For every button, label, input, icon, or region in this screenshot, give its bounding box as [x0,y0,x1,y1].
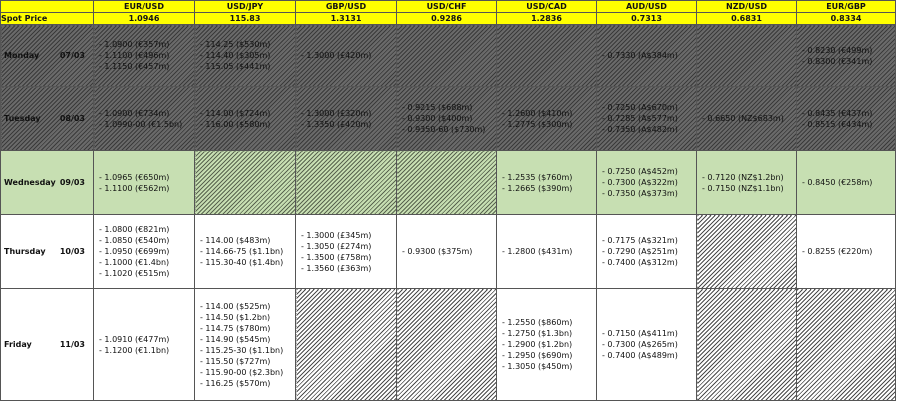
empty-hatched-cell [497,25,597,87]
spot-price-value: 1.2836 [497,13,597,25]
expiry-entry: - 0.7330 (A$384m) [602,51,678,60]
spot-price-value: 115.83 [195,13,296,25]
spot-price-label: Spot Price [1,13,94,25]
expiry-entry: - 1.0965 (€650m) [99,172,170,182]
expiry-entry: - 0.7175 (A$321m) [602,236,678,245]
expiry-entry: - 0.7250 (A$452m) [602,167,678,176]
expiry-entry: - 1.0910 (€477m) [99,334,170,344]
expiry-entry: - 0.8515 (€434m) [802,119,873,129]
expiry-entry: - 1.1100 (€496m) [99,51,170,60]
day-label-cell [1,151,94,215]
day-row-thursday [1,215,896,289]
expiry-entry: - 1.0800 (€821m) [99,225,170,234]
day-name: Friday [4,340,32,349]
expiry-cell [397,215,497,289]
expiry-entry: - 1.3000 (£420m) [301,51,372,60]
expiry-entry: - 0.9300 ($400m) [402,114,473,123]
expiry-cell [94,151,195,215]
expiry-cell [497,289,597,401]
expiry-entry: - 114.00 ($525m) [200,301,271,311]
expiry-entry: - 1.0900 (€734m) [99,108,170,118]
day-date: 07/03 [59,51,85,60]
expiry-entry: - 1.3050 ($450m) [502,362,573,371]
expiry-entry: - 1.1020 (€515m) [99,269,170,278]
expiry-cell [797,25,896,87]
expiry-entry: - 1.3050 (£274m) [301,241,372,251]
expiry-entry: - 0.7300 (A$265m) [602,340,678,349]
day-name: Wednesday [4,178,56,187]
day-row-wednesday [1,151,896,215]
expiry-entry: - 1.3560 (£363m) [301,263,372,273]
expiry-entry: - 1.2750 ($1.3bn) [502,329,573,338]
spot-price-value: 0.8334 [797,13,896,25]
spot-price-value: 0.9286 [397,13,497,25]
expiry-entry: - 1.2775 ($300m) [502,119,573,129]
expiry-cell [94,25,195,87]
empty-hatched-cell [195,151,296,215]
spot-price-row [1,13,896,25]
expiry-entry: - 0.9300 ($375m) [402,247,473,256]
expiry-cell [597,215,697,289]
expiry-entry: - 1.3500 (£758m) [301,252,372,262]
expiry-entry: - 1.2665 ($390m) [502,183,573,193]
expiry-entry: - 0.7400 (A$312m) [602,258,678,267]
expiry-cell [597,151,697,215]
expiry-entry: - 0.9215 ($688m) [402,103,473,112]
day-label-cell [1,87,94,151]
expiry-entry: - 0.7250 (A$670m) [602,103,678,112]
expiry-cell [497,87,597,151]
expiry-entry: - 1.1100 (€562m) [99,183,170,193]
corner-cell [1,1,94,13]
expiry-cell [94,289,195,401]
pair-header: GBP/USD [296,1,397,13]
expiry-entry: - 0.7290 (A$251m) [602,247,678,256]
day-date: 10/03 [59,247,85,256]
expiry-cell [296,215,397,289]
expiry-entry: - 115.05 ($441m) [200,62,271,71]
day-label-cell [1,215,94,289]
pair-header: USD/CAD [497,1,597,13]
expiry-entry: - 0.8255 (€220m) [802,247,873,256]
expiry-cell [697,151,797,215]
empty-hatched-cell [697,25,797,87]
expiry-entry: - 114.40 ($305m) [200,51,271,60]
day-name: Thursday [4,247,46,256]
expiry-entry: - 1.3000 (£345m) [301,230,372,240]
empty-hatched-cell [296,151,397,215]
expiry-entry: - 1.0900 (€357m) [99,40,170,49]
expiry-cell [597,25,697,87]
expiry-entry: - 114.00 ($483m) [200,236,271,245]
expiry-entry: - 114.25 ($530m) [200,40,271,49]
expiry-entry: - 0.8435 (€437m) [802,108,873,118]
spot-price-value: 1.0946 [94,13,195,25]
expiry-entry: - 1.0850 (€540m) [99,236,170,245]
empty-hatched-cell [397,289,497,401]
pair-header: USD/CHF [397,1,497,13]
expiry-entry: - 0.7350 (A$373m) [602,189,678,198]
expiry-entry: - 1.2800 ($431m) [502,247,573,256]
empty-hatched-cell [397,25,497,87]
expiry-cell [195,87,296,151]
expiry-entry: - 0.7400 (A$489m) [602,351,678,360]
expiry-entry: - 0.8300 (€341m) [802,56,873,66]
expiry-cell [497,151,597,215]
empty-hatched-cell [397,151,497,215]
expiry-cell [195,289,296,401]
expiry-entry: - 0.9350-60 ($730m) [402,125,486,134]
day-date: 11/03 [59,340,85,349]
expiry-cell [397,87,497,151]
expiry-entry: - 1.3350 (£420m) [301,119,372,129]
spot-price-value: 1.3131 [296,13,397,25]
expiry-cell [296,25,397,87]
day-name: Monday [4,51,40,60]
day-name: Tuesday [4,114,41,123]
expiry-entry: - 1.0990-00 (€1.5bn) [99,119,183,129]
expiry-entry: - 115.50 ($727m) [200,356,271,366]
expiry-entry: - 116.00 ($580m) [200,119,271,129]
pair-header: AUD/USD [597,1,697,13]
empty-hatched-cell [296,289,397,401]
day-date: 09/03 [59,178,85,187]
expiry-cell [94,215,195,289]
expiry-cell [697,87,797,151]
day-row-friday [1,289,896,401]
day-label-cell [1,289,94,401]
spot-price-value: 0.6831 [697,13,797,25]
expiry-entry: - 1.1200 (€1.1bn) [99,345,170,355]
expiry-entry: - 1.0950 (€699m) [99,247,170,256]
expiry-entry: - 114.50 ($1.2bn) [200,312,271,322]
day-row-tuesday [1,87,896,151]
expiry-entry: - 1.2535 ($760m) [502,172,573,182]
expiry-entry: - 1.1150 (€457m) [99,62,170,71]
expiry-cell [597,289,697,401]
expiry-cell [497,215,597,289]
spot-price-value: 0.7313 [597,13,697,25]
expiry-entry: - 0.8230 (€499m) [802,45,873,55]
expiry-entry: - 1.1000 (€1.4bn) [99,258,170,267]
expiry-cell [797,87,896,151]
expiry-entry: - 0.6650 (NZ$683m) [702,114,784,123]
day-row-monday [1,25,896,87]
expiry-entry: - 114.90 ($545m) [200,334,271,344]
pair-header: USD/JPY [195,1,296,13]
expiry-entry: - 114.75 ($780m) [200,323,271,333]
expiry-cell [797,151,896,215]
expiry-entry: - 114.66-75 ($1.1bn) [200,247,284,256]
expiry-entry: - 1.2950 ($690m) [502,351,573,360]
expiry-cell [797,215,896,289]
expiry-entry: - 0.8450 (€258m) [802,178,873,187]
expiry-cell [195,215,296,289]
expiry-entry: - 0.7350 (A$482m) [602,125,678,134]
expiry-entry: - 0.7120 (NZ$1.2bn) [702,172,784,182]
empty-hatched-cell [697,215,797,289]
pair-header: EUR/USD [94,1,195,13]
empty-hatched-cell [797,289,896,401]
expiry-cell [94,87,195,151]
expiry-entry: - 0.7285 (A$577m) [602,114,678,123]
expiry-entry: - 0.7150 (NZ$1.1bn) [702,183,784,193]
expiry-entry: - 115.90-00 ($2.3bn) [200,367,284,377]
currency-header-row [1,1,896,13]
expiry-entry: - 114.00 ($724m) [200,108,271,118]
expiry-entry: - 115.30-40 ($1.4bn) [200,258,284,267]
expiry-entry: - 1.3000 (£320m) [301,108,372,118]
expiry-entry: - 1.2600 ($410m) [502,108,573,118]
expiry-entry: - 0.7300 (A$322m) [602,178,678,187]
expiry-cell [597,87,697,151]
pair-header: EUR/GBP [797,1,896,13]
expiry-entry: - 116.25 ($570m) [200,378,271,388]
expiry-entry: - 0.7150 (A$411m) [602,329,678,338]
expiry-entry: - 1.2550 ($860m) [502,318,573,327]
expiry-entry: - 1.2900 ($1.2bn) [502,340,573,349]
day-date: 08/03 [59,114,85,123]
expiry-entry: - 115.25-30 ($1.1bn) [200,345,284,355]
expiry-cell [195,25,296,87]
expiry-cell [296,87,397,151]
empty-hatched-cell [697,289,797,401]
pair-header: NZD/USD [697,1,797,13]
day-label-cell [1,25,94,87]
